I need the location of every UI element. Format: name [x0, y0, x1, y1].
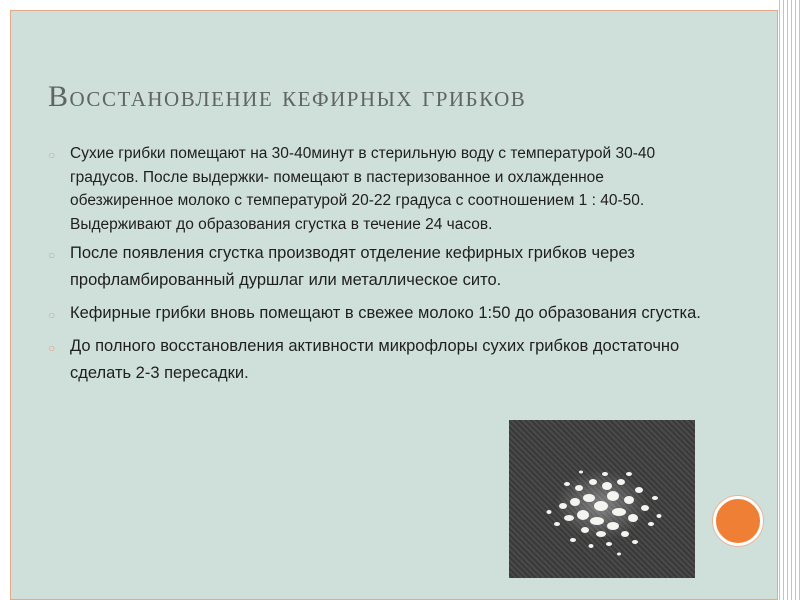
bullet-text: После появления сгустка производят отделение кефирных грибков через профламбированный дуршлаг или металлическое сито. [70, 244, 635, 289]
decorative-border-lines [779, 0, 800, 600]
bullet-list [50, 142, 710, 387]
kefir-grains-illustration [509, 420, 695, 578]
bullet-text: До полного восстановления активности микрофлоры сухих грибков достаточно сделать 2-3 пересадки. [70, 337, 680, 382]
dried-kefir-grains-photo [509, 420, 695, 578]
hollow-bullet-icon: ○ [48, 341, 56, 355]
list-item [50, 240, 710, 294]
hollow-bullet-icon: ○ [48, 248, 56, 262]
bullet-text: Кефирные грибки вновь помещают в свежее молоко 1:50 до образования сгустка. [70, 304, 701, 322]
decorative-circle [713, 496, 763, 546]
hollow-bullet-icon: ○ [48, 308, 56, 322]
list-item [50, 333, 710, 387]
list-item [50, 300, 710, 327]
slide-title: Восстановление кефирных грибков [48, 80, 527, 113]
hollow-bullet-icon: ○ [48, 148, 56, 162]
list-item [50, 142, 710, 236]
bullet-text: Сухие грибки помещают на 30-40минут в стерильную воду с температурой 30-40 градусов. После выдержки- помещают в пастеризованное и охлажденное обезжиренное молоко с температурой 20-22 градуса с соотношением 1 : 40-50. Выдерживают до образования сгустка в течение 24 часов. [70, 145, 656, 233]
